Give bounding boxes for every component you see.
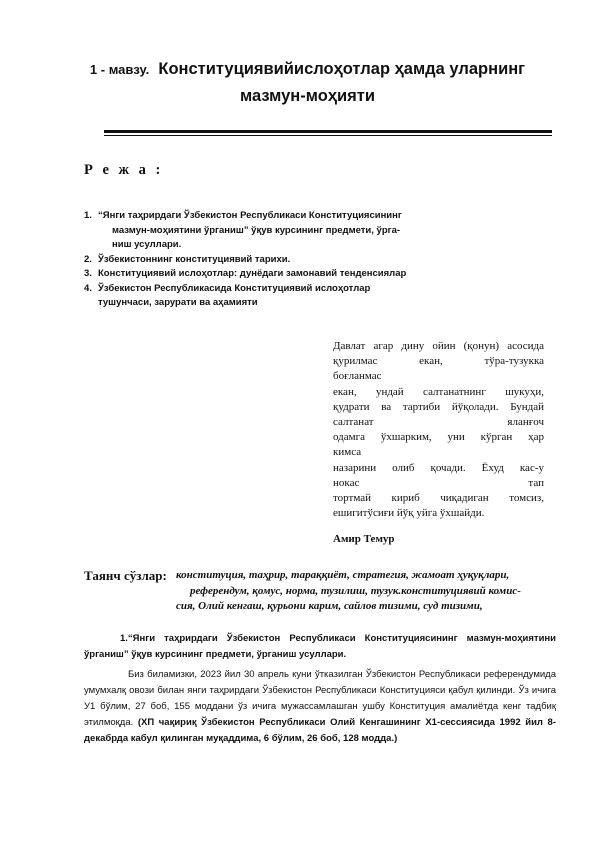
keywords-line: референдум, қомус, норма, тузилиш, тузук.конституциявий комис- [190,584,521,597]
epigraph-author: Амир Темур [333,533,395,545]
plan-item-line: тушунчаси, зарурати ва аҳамияти [98,297,258,308]
plan-item-1 [84,209,444,253]
keywords-line: конституция, таҳрир, тараққиёт, стратегия, жамоат ҳуқуқлари, [176,569,510,581]
plan-item-number: 4. [84,282,92,294]
epigraph-line: одамга ўхшарким, уни кўрган ҳар [333,431,544,444]
keywords-line: сия, Олий кенгаш, қурьони карим, сайлов тизими, суд тизими, [176,600,483,612]
epigraph-line: нокас тап [333,476,544,489]
epigraph-line: тортмай кириб чиқадиган томсиз, [333,491,544,504]
epigraph-line: кимса [333,446,362,459]
epigraph-line: назарини олиб қочади. Ёхуд кас-у [333,461,544,474]
keywords-text [176,568,556,615]
epigraph-line: боғланмас [333,370,382,383]
plan-list [84,209,444,311]
plan-item-line: Ўзбекистон Республикасида Конституциявий ислоҳотлар [98,282,371,294]
title-line-1: Конституциявийислоҳотлар ҳамда уларнинг [158,60,526,78]
plan-item-2 [84,253,444,268]
plan-item-3 [84,267,444,282]
page-title [70,56,545,109]
epigraph-line: ешигитўсиғи йўқ уйга ўхшайди. [333,507,485,520]
title-line-2: мазмун-моҳияти [239,87,376,105]
topic-label: 1 - мавзу. [89,62,150,77]
section-heading [84,631,556,663]
paragraph-text: Биз биламизки, 2023 йил 30 апрель куни ўтказилган Ўзбекистон Республикаси референдумида умумхалқ овози билан янги таҳрирдаги Ўзбекистон Республикаси Конституцияси қабул қилинди. Ўз ичига У1 бўлим, 27 боб, 155 моддани ўз ичига мужассамлашган ушбу Конституция амалиётда кенг тадбиқ этилмоқда. [84,669,556,728]
epigraph-line: қурилмас екан, тўра-тузукка [333,355,544,368]
keywords-label: Таянч сўзлар: [84,568,167,583]
epigraph-line: қудрати ва тартиби йўқолади. Бундай [333,400,544,413]
plan-item-line: мазмун-моҳиятини ўрганиш” ўқув курсининг предмети, ўрга- [112,224,401,236]
epigraph [333,339,544,521]
plan-item-line: Ўзбекистоннинг конституциявий тарихи. [98,253,291,265]
title-divider-thin [104,135,552,136]
plan-item-number: 3. [84,268,92,279]
paragraph-bold-note: (ХП чақириқ Ўзбекистон Республикаси Олий Кенгашининг Х1-сессиясида 1992 йил 8-декабрда кабул қилинган муқаддима, 6 бўлим, 26 боб, 128 модда.) [84,717,557,744]
epigraph-line: екан, ундай салтанатнинг шукуҳи, [333,385,544,398]
title-divider-thick [104,130,552,133]
epigraph-line: Давлат агар дину ойин (қонун) асосида [333,340,544,352]
plan-item-line: “Янги таҳрирдаги Ўзбекистон Республикаси Конституциясининг [98,210,402,221]
plan-item-line: ниш усуллари. [112,239,182,250]
plan-item-number: 1. [84,210,92,221]
plan-item-4 [84,282,444,311]
section-heading-text: 1.“Янги таҳрирдаги Ўзбекистон Республикаси Конституциясининг мазмун-моҳиятини ўрганиш” ўқув курсининг предмети, ўрганиш усуллари. [84,633,556,660]
plan-item-line: Конституциявий ислоҳотлар: дунёдаги замонавий тенденсиялар [98,268,407,279]
epigraph-line: салтанат яланғоч [333,415,544,428]
plan-item-number: 2. [84,253,92,265]
body-paragraph [84,667,556,747]
plan-heading: Р е ж а : [84,162,164,178]
